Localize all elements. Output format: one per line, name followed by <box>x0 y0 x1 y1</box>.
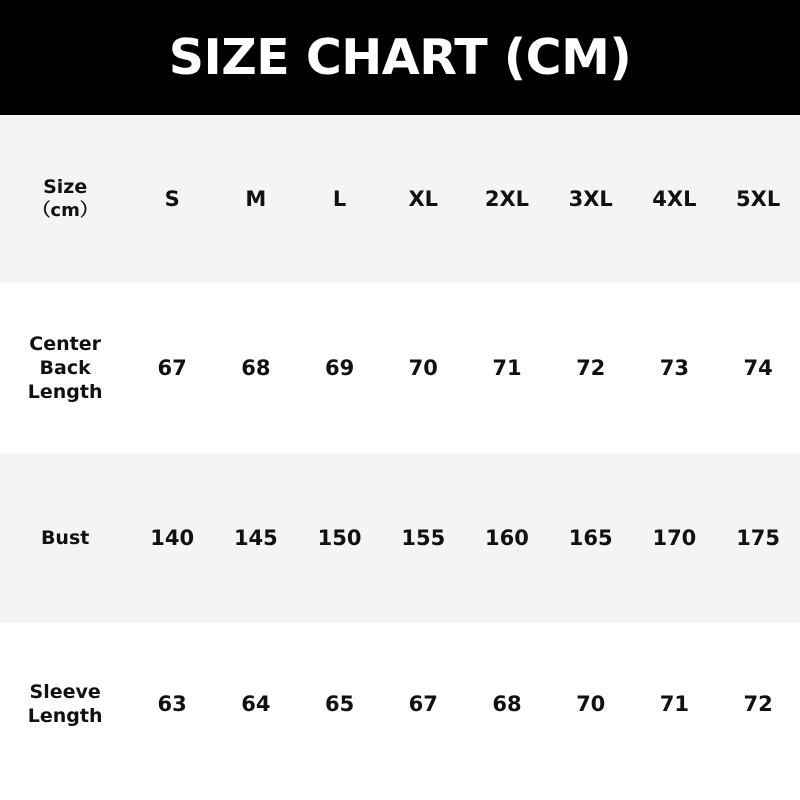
header-corner-label <box>0 115 130 283</box>
header-size-l: L <box>298 115 382 283</box>
header-size-5xl: 5XL <box>716 115 800 283</box>
header-corner-label-line2: （cm） <box>32 199 98 221</box>
table-row <box>0 453 800 623</box>
cell-sleeve-5xl: 72 <box>716 623 800 785</box>
row-label-line1: Sleeve <box>29 680 101 703</box>
cell-sleeve-4xl: 71 <box>633 623 717 785</box>
header-size-2xl: 2XL <box>465 115 549 283</box>
header-size-m: M <box>214 115 298 283</box>
cell-cbl-s: 67 <box>130 283 214 453</box>
size-chart-table <box>0 115 800 785</box>
cell-cbl-5xl: 74 <box>716 283 800 453</box>
row-label-line2: Back <box>39 356 91 379</box>
page-title: SIZE CHART (CM) <box>168 29 632 86</box>
cell-sleeve-xl: 67 <box>381 623 465 785</box>
cell-bust-4xl: 170 <box>633 453 717 623</box>
row-label-line1: Bust <box>40 526 90 549</box>
cell-bust-s: 140 <box>130 453 214 623</box>
header-size-s: S <box>130 115 214 283</box>
row-label-center-back-length <box>0 283 130 453</box>
table-row <box>0 623 800 785</box>
title-bar <box>0 0 800 115</box>
cell-cbl-3xl: 72 <box>549 283 633 453</box>
header-size-xl: XL <box>381 115 465 283</box>
cell-cbl-l: 69 <box>298 283 382 453</box>
cell-bust-2xl: 160 <box>465 453 549 623</box>
table-header-row <box>0 115 800 283</box>
cell-bust-m: 145 <box>214 453 298 623</box>
table-row <box>0 283 800 453</box>
row-label-line2: Length <box>27 705 103 727</box>
cell-sleeve-m: 64 <box>214 623 298 785</box>
row-label-line1: Center <box>29 332 101 355</box>
header-size-3xl: 3XL <box>549 115 633 283</box>
cell-sleeve-s: 63 <box>130 623 214 785</box>
row-label-line3: Length <box>27 381 103 404</box>
cell-cbl-xl: 70 <box>381 283 465 453</box>
header-corner-label-line1: Size <box>43 175 88 198</box>
cell-bust-xl: 155 <box>381 453 465 623</box>
cell-cbl-2xl: 71 <box>465 283 549 453</box>
cell-sleeve-3xl: 70 <box>549 623 633 785</box>
row-label-bust <box>0 453 130 623</box>
bottom-spacer <box>0 785 800 800</box>
header-size-4xl: 4XL <box>633 115 717 283</box>
cell-cbl-m: 68 <box>214 283 298 453</box>
cell-bust-3xl: 165 <box>549 453 633 623</box>
cell-sleeve-2xl: 68 <box>465 623 549 785</box>
cell-bust-l: 150 <box>298 453 382 623</box>
cell-bust-5xl: 175 <box>716 453 800 623</box>
cell-cbl-4xl: 73 <box>633 283 717 453</box>
cell-sleeve-l: 65 <box>298 623 382 785</box>
row-label-sleeve-length <box>0 623 130 785</box>
